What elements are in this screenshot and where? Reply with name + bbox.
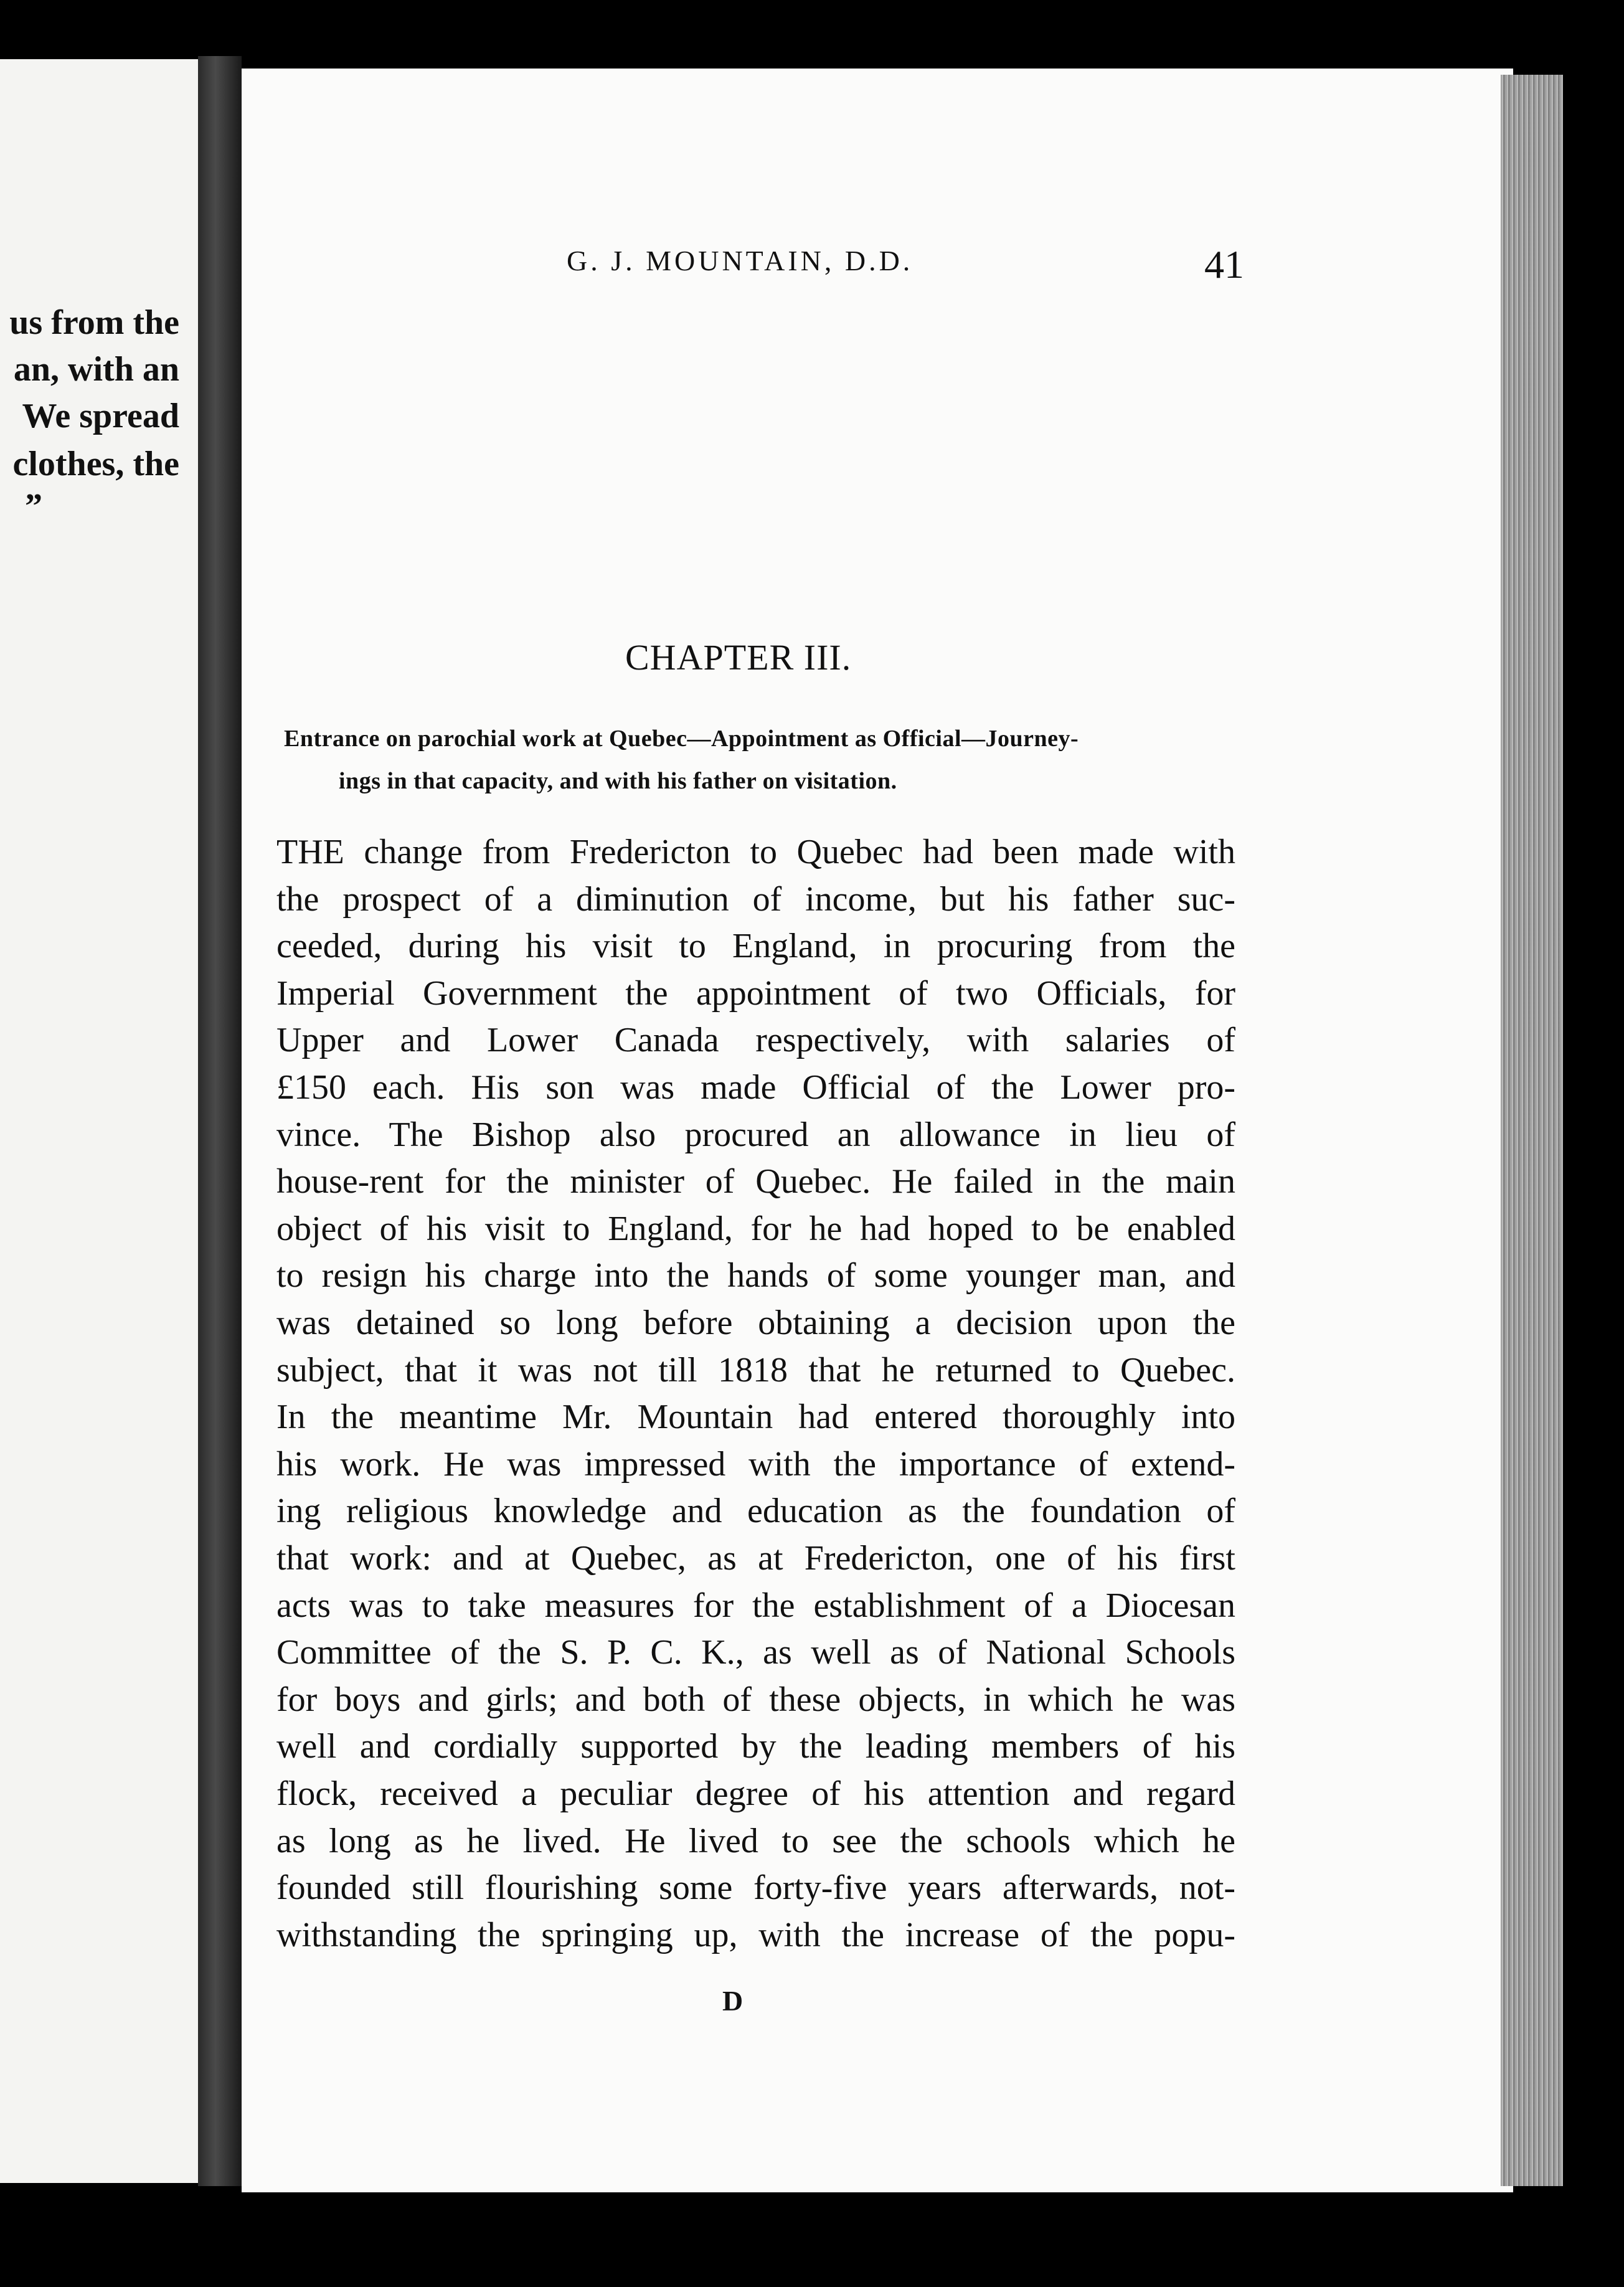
left-page-line: ” bbox=[25, 487, 42, 526]
body-line: In the meantime Mr. Mountain had entered thoroughly into bbox=[276, 1398, 1235, 1436]
body-line: flock, received a peculiar degree of his attention and regard bbox=[276, 1774, 1235, 1813]
body-line: was detained so long before obtaining a decision upon the bbox=[276, 1304, 1235, 1342]
body-line: withstanding the springing up, with the increase of the popu- bbox=[276, 1916, 1235, 1954]
left-page-line: an, with an bbox=[13, 350, 179, 389]
left-facing-page bbox=[0, 59, 198, 2183]
left-page-line: clothes, the bbox=[12, 445, 179, 483]
body-line: as long as he lived. He lived to see the schools which he bbox=[276, 1822, 1235, 1860]
left-page-line: We spread bbox=[22, 397, 179, 435]
body-line: Committee of the S. P. C. K., as well as of National Schools bbox=[276, 1633, 1235, 1672]
chapter-summary-line: ings in that capacity, and with his father on visitation. bbox=[339, 768, 897, 794]
page-edge-stack bbox=[1501, 75, 1563, 2186]
body-line: £150 each. His son was made Official of the Lower pro- bbox=[276, 1068, 1235, 1107]
body-line: the prospect of a diminution of income, but his father suc- bbox=[276, 880, 1235, 919]
body-line: vince. The Bishop also procured an allowance in lieu of bbox=[276, 1115, 1235, 1154]
chapter-title: CHAPTER III. bbox=[625, 637, 852, 678]
body-line: house-rent for the minister of Quebec. He failed in the main bbox=[276, 1162, 1235, 1201]
page-number: 41 bbox=[1204, 242, 1244, 286]
body-line: ing religious knowledge and education as the foundation of bbox=[276, 1492, 1235, 1530]
running-head: G. J. MOUNTAIN, D.D. bbox=[567, 245, 913, 277]
body-line: Imperial Government the appointment of two Officials, for bbox=[276, 974, 1235, 1013]
body-line: ceeded, during his visit to England, in procuring from the bbox=[276, 927, 1235, 965]
body-line: acts was to take measures for the establishment of a Diocesan bbox=[276, 1586, 1235, 1625]
body-line: object of his visit to England, for he had hoped to be enabled bbox=[276, 1210, 1235, 1248]
book-gutter bbox=[198, 56, 242, 2186]
body-line: THE change from Fredericton to Quebec had been made with bbox=[276, 833, 1235, 871]
signature-mark: D bbox=[722, 1985, 744, 2017]
body-line: well and cordially supported by the leading members of his bbox=[276, 1727, 1235, 1766]
body-line: his work. He was impressed with the importance of extend- bbox=[276, 1445, 1235, 1484]
body-line: that work: and at Quebec, as at Fredericton, one of his first bbox=[276, 1539, 1235, 1578]
body-line: to resign his charge into the hands of some younger man, and bbox=[276, 1256, 1235, 1295]
body-line: founded still flourishing some forty-five years afterwards, not- bbox=[276, 1868, 1235, 1907]
body-line: Upper and Lower Canada respectively, with salaries of bbox=[276, 1021, 1235, 1059]
chapter-summary-line: Entrance on parochial work at Quebec—Appointment as Official—Journey- bbox=[284, 726, 1079, 752]
left-page-line: us from the bbox=[9, 303, 179, 342]
body-line: for boys and girls; and both of these objects, in which he was bbox=[276, 1680, 1235, 1719]
body-line: subject, that it was not till 1818 that he returned to Quebec. bbox=[276, 1351, 1235, 1390]
